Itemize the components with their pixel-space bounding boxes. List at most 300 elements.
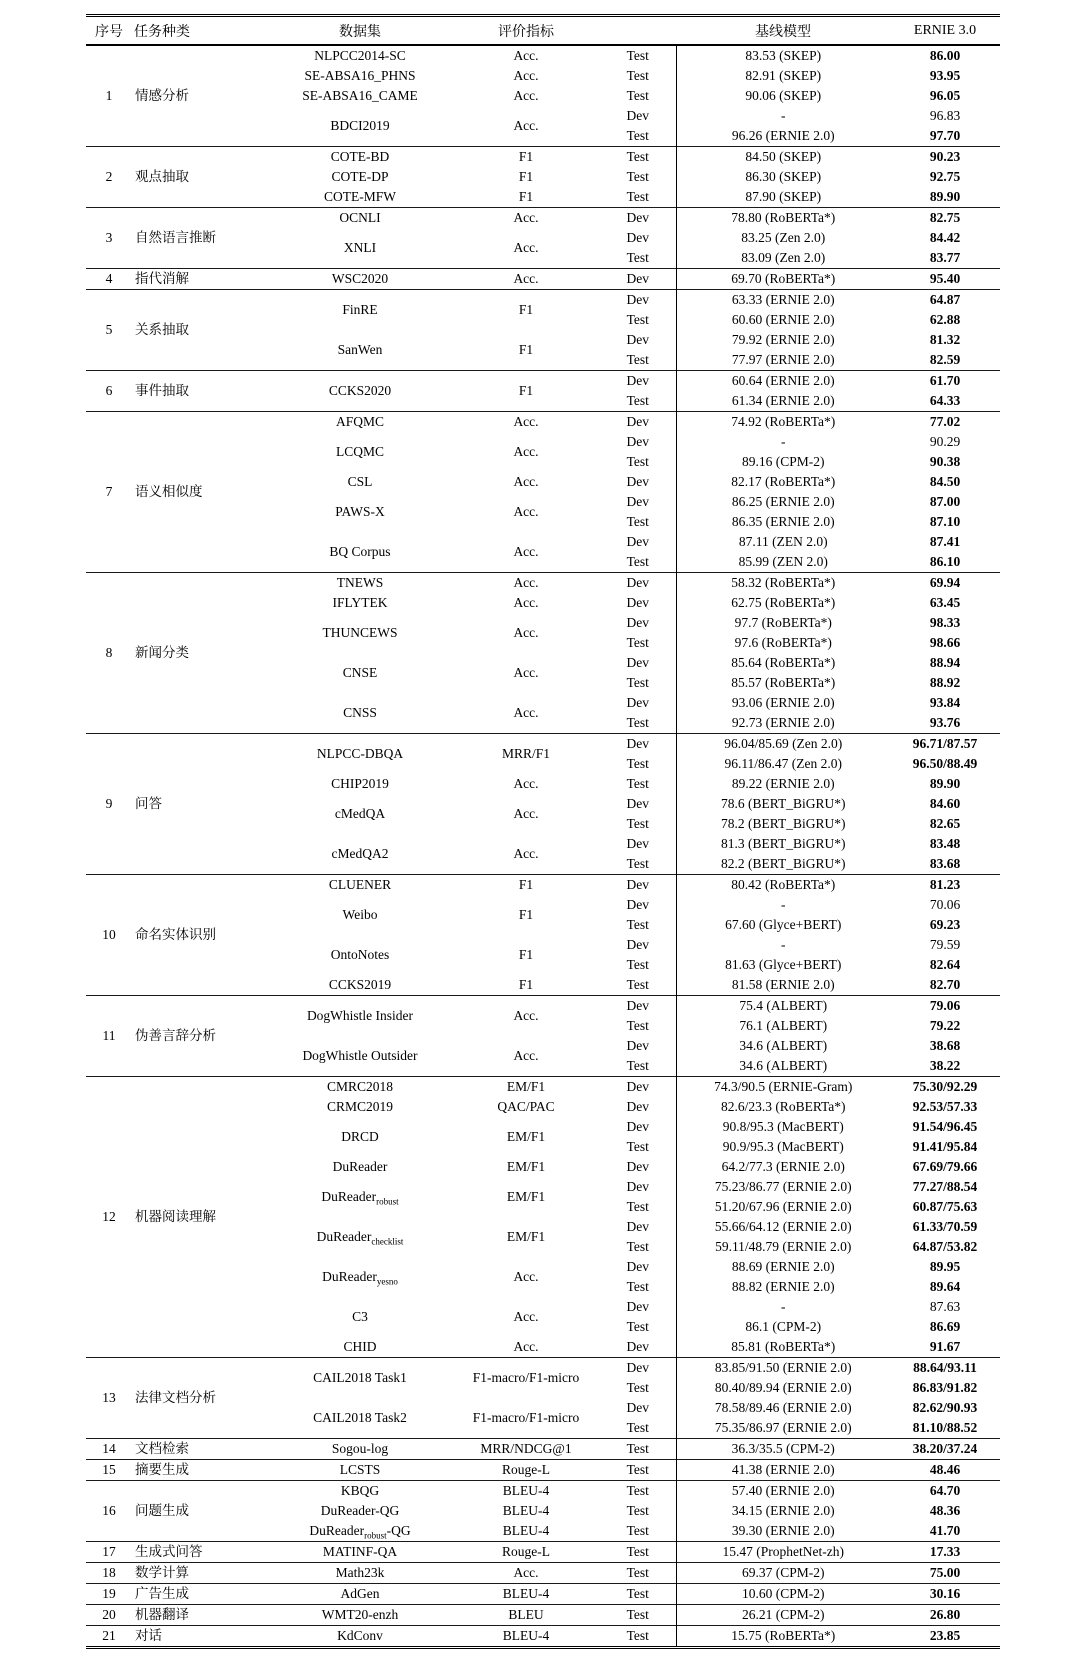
- ernie-score-cell: 92.75: [929, 168, 961, 184]
- split-cell: Test: [626, 1318, 649, 1334]
- ernie-score-cell: 96.05: [929, 87, 961, 103]
- baseline-score-cell: 92.73 (ERNIE 2.0): [676, 713, 890, 734]
- dataset-cell: SE-ABSA16_PHNS: [304, 67, 416, 83]
- table-row: [86, 1358, 1000, 1379]
- table-row: [86, 1626, 1000, 1648]
- split-cell: Dev: [626, 1218, 649, 1234]
- baseline-score-cell: 90.8/95.3 (MacBERT): [676, 1117, 890, 1137]
- metric-cell: F1: [518, 341, 534, 357]
- baseline-score-cell: 80.40/89.94 (ERNIE 2.0): [676, 1378, 890, 1398]
- metric-cell: QAC/PAC: [497, 1098, 555, 1114]
- split-cell: Dev: [626, 1118, 649, 1134]
- metric-cell: EM/F1: [506, 1128, 546, 1144]
- task-cell: 机器翻译: [132, 1605, 268, 1626]
- baseline-score-cell: 79.92 (ERNIE 2.0): [676, 330, 890, 350]
- split-cell: Test: [626, 1198, 649, 1214]
- dataset-cell: SE-ABSA16_CAME: [302, 87, 418, 103]
- split-cell: Test: [626, 47, 649, 63]
- ernie-score-cell: 86.00: [929, 47, 961, 63]
- ernie-score-cell: 86.83/91.82: [912, 1379, 978, 1395]
- baseline-score-cell: 96.11/86.47 (Zen 2.0): [676, 754, 890, 774]
- baseline-score-cell: 77.97 (ERNIE 2.0): [676, 350, 890, 371]
- dataset-cell: DuReader$_{robust}$: [321, 1188, 399, 1207]
- split-cell: Test: [626, 634, 649, 650]
- metric-cell: BLEU-4: [502, 1502, 550, 1518]
- metric-cell: F1: [518, 188, 534, 204]
- metric-cell: F1: [518, 946, 534, 962]
- metric-cell: BLEU: [452, 1605, 600, 1626]
- dataset-cell: AFQMC: [268, 412, 452, 433]
- metric-cell: F1: [518, 906, 534, 922]
- dataset-cell: TNEWS: [268, 573, 452, 594]
- baseline-score-cell: 86.30 (SKEP): [676, 167, 890, 187]
- ernie-score-cell: 77.02: [890, 412, 1000, 433]
- row-number-cell: 15: [86, 1460, 132, 1481]
- dataset-cell: CMRC2018: [268, 1077, 452, 1098]
- ernie-score-cell: 75.00: [890, 1563, 1000, 1584]
- task-cell: 自然语言推断: [132, 208, 268, 269]
- ernie-score-cell: 23.85: [890, 1626, 1000, 1648]
- split-cell: Test: [626, 1522, 649, 1538]
- metric-cell: BLEU-4: [502, 1522, 550, 1538]
- split-cell: Test: [600, 1439, 676, 1460]
- row-number-cell: 8: [86, 573, 132, 734]
- metric-cell: Acc.: [513, 594, 539, 610]
- metric-cell: F1: [518, 976, 534, 992]
- split-cell: Dev: [600, 996, 676, 1017]
- split-cell: Test: [600, 147, 676, 168]
- row-number-cell: 14: [86, 1439, 132, 1460]
- metric-cell: Acc.: [452, 269, 600, 290]
- task-cell: 情感分析: [135, 87, 189, 103]
- split-cell: Test: [600, 1605, 676, 1626]
- task-cell: 伪善言辞分析: [132, 996, 268, 1077]
- baseline-score-cell: 60.60 (ERNIE 2.0): [676, 310, 890, 330]
- split-cell: Dev: [600, 875, 676, 896]
- row-number-cell: 3: [86, 208, 132, 269]
- metric-cell: Acc.: [513, 543, 539, 559]
- table-row: [86, 412, 1000, 433]
- dataset-cell: Sogou-log: [268, 1439, 452, 1460]
- header-row: [86, 16, 1000, 46]
- metric-cell: EM/F1: [506, 1188, 546, 1204]
- ernie-score-cell: 26.80: [890, 1605, 1000, 1626]
- table-row: [86, 1563, 1000, 1584]
- ernie-score-cell: 93.76: [929, 714, 961, 730]
- baseline-score-cell: 88.82 (ERNIE 2.0): [676, 1277, 890, 1297]
- ernie-score-cell: 77.27/88.54: [912, 1178, 978, 1194]
- ernie-score-cell: 64.87: [890, 290, 1000, 311]
- baseline-score-cell: -: [676, 935, 890, 955]
- split-cell: Test: [626, 188, 649, 204]
- split-cell: Test: [600, 1460, 676, 1481]
- table-body: [86, 45, 1000, 1648]
- table-row: [86, 573, 1000, 594]
- ernie-score-cell: 97.70: [929, 127, 961, 143]
- split-cell: Dev: [626, 1338, 649, 1354]
- metric-cell: Acc.: [513, 805, 539, 821]
- ernie-score-cell: 98.33: [929, 614, 961, 630]
- header-task: 任务种类: [132, 16, 268, 46]
- ernie-score-cell: 87.00: [929, 493, 961, 509]
- ernie-score-cell: 81.23: [890, 875, 1000, 896]
- row-number-cell: 10: [86, 875, 132, 996]
- header-dataset: 数据集: [268, 16, 452, 46]
- dataset-subscript: robust: [376, 1196, 399, 1207]
- metric-cell: Acc.: [452, 996, 600, 1037]
- ernie-score-cell: 41.70: [929, 1522, 961, 1538]
- dataset-cell: WMT20-enzh: [268, 1605, 452, 1626]
- split-cell: Dev: [626, 1037, 649, 1053]
- metric-cell: EM/F1: [506, 1158, 546, 1174]
- metric-cell: MRR/NDCG@1: [452, 1439, 600, 1460]
- table-row: [86, 875, 1000, 896]
- ernie-score-cell: 30.16: [890, 1584, 1000, 1605]
- split-cell: Dev: [626, 1178, 649, 1194]
- dataset-cell: CSL: [347, 473, 373, 489]
- baseline-score-cell: 82.6/23.3 (RoBERTa*): [676, 1097, 890, 1117]
- baseline-score-cell: 85.64 (RoBERTa*): [676, 653, 890, 673]
- baseline-score-cell: 60.64 (ERNIE 2.0): [676, 371, 890, 392]
- split-cell: Dev: [626, 594, 649, 610]
- baseline-score-cell: 85.57 (RoBERTa*): [676, 673, 890, 693]
- split-cell: Test: [626, 855, 649, 871]
- ernie-score-cell: 83.77: [929, 249, 961, 265]
- baseline-score-cell: 83.09 (Zen 2.0): [676, 248, 890, 269]
- dataset-cell: BDCI2019: [330, 117, 390, 133]
- split-cell: Test: [626, 392, 649, 408]
- ernie-score-cell: 75.30/92.29: [890, 1077, 1000, 1098]
- ernie-score-cell: 69.94: [890, 573, 1000, 594]
- table-row: [86, 371, 1000, 392]
- ernie-score-cell: 93.95: [929, 67, 961, 83]
- ernie-score-cell: 96.83: [929, 107, 961, 123]
- dataset-cell: CLUENER: [268, 875, 452, 896]
- split-cell: Test: [626, 127, 649, 143]
- dataset-cell: NLPCC2014-SC: [314, 47, 406, 63]
- table-row: [86, 1542, 1000, 1563]
- split-cell: Test: [600, 1542, 676, 1563]
- baseline-score-cell: 67.60 (Glyce+BERT): [676, 915, 890, 935]
- dataset-cell: CAIL2018 Task2: [313, 1409, 407, 1425]
- split-cell: Dev: [600, 1358, 676, 1379]
- task-cell: 新闻分类: [132, 573, 268, 734]
- baseline-score-cell: 96.04/85.69 (Zen 2.0): [676, 734, 890, 755]
- split-cell: Test: [626, 1419, 649, 1435]
- dataset-cell: IFLYTEK: [332, 594, 388, 610]
- dataset-subscript: checklist: [371, 1236, 404, 1247]
- metric-cell: Acc.: [513, 473, 539, 489]
- ernie-score-cell: 95.40: [890, 269, 1000, 290]
- split-cell: Test: [626, 1057, 649, 1073]
- baseline-score-cell: 89.22 (ERNIE 2.0): [676, 774, 890, 794]
- baseline-score-cell: 83.25 (Zen 2.0): [676, 228, 890, 248]
- dataset-cell: COTE-MFW: [324, 188, 396, 204]
- baseline-score-cell: 86.25 (ERNIE 2.0): [676, 492, 890, 512]
- row-number-cell: 4: [86, 269, 132, 290]
- baseline-score-cell: 82.2 (BERT_BiGRU*): [676, 854, 890, 875]
- baseline-score-cell: 89.16 (CPM-2): [676, 452, 890, 472]
- ernie-score-cell: 79.06: [890, 996, 1000, 1017]
- baseline-score-cell: 64.2/77.3 (ERNIE 2.0): [676, 1157, 890, 1177]
- split-cell: Dev: [626, 331, 649, 347]
- dataset-cell: CRMC2019: [326, 1098, 394, 1114]
- ernie-score-cell: 89.95: [929, 1258, 961, 1274]
- split-cell: Test: [626, 976, 649, 992]
- baseline-score-cell: 34.15 (ERNIE 2.0): [676, 1501, 890, 1521]
- ernie-score-cell: 64.33: [929, 392, 961, 408]
- metric-cell: Acc.: [513, 443, 539, 459]
- metric-cell: Acc.: [513, 624, 539, 640]
- task-cell: 指代消解: [132, 269, 268, 290]
- dataset-cell: KdConv: [268, 1626, 452, 1648]
- dataset-cell: LCQMC: [335, 443, 384, 459]
- split-cell: Test: [626, 1138, 649, 1154]
- dataset-cell: MATINF-QA: [268, 1542, 452, 1563]
- split-cell: Test: [626, 553, 649, 569]
- split-cell: Test: [626, 513, 649, 529]
- table-row: [86, 147, 1000, 168]
- split-cell: Test: [600, 1481, 676, 1502]
- dataset-cell: DuReader: [332, 1158, 388, 1174]
- ernie-score-cell: 96.71/87.57: [890, 734, 1000, 755]
- metric-cell: Acc.: [513, 664, 539, 680]
- table-row: [86, 734, 1000, 755]
- dataset-cell: OCNLI: [268, 208, 452, 229]
- header-split: [600, 16, 676, 46]
- baseline-score-cell: 75.35/86.97 (ERNIE 2.0): [676, 1418, 890, 1439]
- row-number-cell: 11: [86, 996, 132, 1077]
- split-cell: Test: [626, 815, 649, 831]
- split-cell: Dev: [626, 1098, 649, 1114]
- split-cell: Dev: [626, 533, 649, 549]
- split-cell: Dev: [600, 1077, 676, 1098]
- ernie-score-cell: 63.45: [929, 594, 961, 610]
- metric-cell: Acc.: [513, 87, 539, 103]
- baseline-score-cell: 62.75 (RoBERTa*): [676, 593, 890, 613]
- dataset-cell: DRCD: [341, 1128, 379, 1144]
- table-header: [86, 16, 1000, 46]
- dataset-cell: DuReader$_{robust}$-QG: [309, 1522, 411, 1541]
- metric-cell: Acc.: [452, 412, 600, 433]
- dataset-cell: COTE-BD: [268, 147, 452, 168]
- baseline-score-cell: 15.75 (RoBERTa*): [676, 1626, 890, 1648]
- split-cell: Dev: [626, 896, 649, 912]
- baseline-score-cell: 84.50 (SKEP): [676, 147, 890, 168]
- ernie-score-cell: 90.23: [890, 147, 1000, 168]
- baseline-score-cell: 87.90 (SKEP): [676, 187, 890, 208]
- baseline-score-cell: 34.6 (ALBERT): [676, 1056, 890, 1077]
- split-cell: Dev: [600, 208, 676, 229]
- baseline-score-cell: 41.38 (ERNIE 2.0): [676, 1460, 890, 1481]
- baseline-score-cell: -: [676, 432, 890, 452]
- header-ernie: ERNIE 3.0: [890, 16, 1000, 46]
- metric-cell: F1: [452, 147, 600, 168]
- baseline-score-cell: 87.11 (ZEN 2.0): [676, 532, 890, 552]
- table-row: [86, 1584, 1000, 1605]
- dataset-cell: CCKS2019: [328, 976, 392, 992]
- ernie-score-cell: 64.87/53.82: [912, 1238, 978, 1254]
- dataset-cell: XNLI: [343, 239, 377, 255]
- baseline-score-cell: 78.6 (BERT_BiGRU*): [676, 794, 890, 814]
- dataset-cell: CCKS2020: [268, 371, 452, 412]
- baseline-score-cell: 83.85/91.50 (ERNIE 2.0): [676, 1358, 890, 1379]
- metric-cell: BLEU-4: [452, 1481, 600, 1502]
- split-cell: Test: [626, 1017, 649, 1033]
- split-cell: Test: [626, 1379, 649, 1395]
- split-cell: Dev: [600, 412, 676, 433]
- metric-cell: Acc.: [513, 67, 539, 83]
- split-cell: Test: [626, 453, 649, 469]
- ernie-score-cell: 84.42: [929, 229, 961, 245]
- split-cell: Dev: [626, 936, 649, 952]
- ernie-score-cell: 87.10: [929, 513, 961, 529]
- dataset-cell: DuReader$_{checklist}$: [316, 1228, 404, 1247]
- ernie-score-cell: 81.32: [929, 331, 961, 347]
- split-cell: Dev: [626, 107, 649, 123]
- baseline-score-cell: 82.91 (SKEP): [676, 66, 890, 86]
- split-cell: Test: [626, 67, 649, 83]
- baseline-score-cell: 78.2 (BERT_BiGRU*): [676, 814, 890, 834]
- split-cell: Dev: [626, 433, 649, 449]
- baseline-score-cell: 15.47 (ProphetNet-zh): [676, 1542, 890, 1563]
- metric-cell: Acc.: [513, 704, 539, 720]
- split-cell: Dev: [626, 1399, 649, 1415]
- row-number-cell: 19: [86, 1584, 132, 1605]
- row-number-cell: 1: [105, 87, 113, 103]
- ernie-score-cell: 60.87/75.63: [912, 1198, 978, 1214]
- dataset-cell: AdGen: [268, 1584, 452, 1605]
- ernie-score-cell: 83.48: [929, 835, 961, 851]
- metric-cell: BLEU-4: [452, 1584, 600, 1605]
- metric-cell: Acc.: [513, 1308, 539, 1324]
- metric-cell: F1: [518, 168, 534, 184]
- header-no: 序号: [86, 16, 132, 46]
- ernie-score-cell: 61.33/70.59: [912, 1218, 978, 1234]
- header-baseline: 基线模型: [676, 16, 890, 46]
- baseline-score-cell: 74.3/90.5 (ERNIE-Gram): [676, 1077, 890, 1098]
- metric-cell: EM/F1: [506, 1228, 546, 1244]
- split-cell: Dev: [626, 229, 649, 245]
- split-cell: Dev: [600, 573, 676, 594]
- dataset-cell: cMedQA: [334, 805, 386, 821]
- ernie-score-cell: 82.59: [929, 351, 961, 367]
- task-cell: 机器阅读理解: [132, 1077, 268, 1358]
- split-cell: Test: [626, 1238, 649, 1254]
- ernie-score-cell: 88.92: [929, 674, 961, 690]
- task-cell: 观点抽取: [132, 147, 268, 208]
- split-cell: Test: [626, 916, 649, 932]
- dataset-cell: SanWen: [337, 341, 383, 357]
- ernie-score-cell: 88.64/93.11: [890, 1358, 1000, 1379]
- row-number-cell: 9: [86, 734, 132, 875]
- ernie-score-cell: 91.54/96.45: [912, 1118, 978, 1134]
- baseline-score-cell: 93.06 (ERNIE 2.0): [676, 693, 890, 713]
- baseline-score-cell: 61.34 (ERNIE 2.0): [676, 391, 890, 412]
- ernie-score-cell: 86.10: [929, 553, 961, 569]
- ernie-score-cell: 48.46: [890, 1460, 1000, 1481]
- dataset-subscript: yesno: [376, 1276, 398, 1287]
- ernie-score-cell: 96.50/88.49: [912, 755, 978, 771]
- ernie-score-cell: 67.69/79.66: [912, 1158, 978, 1174]
- metric-cell: F1: [452, 290, 600, 331]
- task-cell: 法律文档分析: [132, 1358, 268, 1439]
- baseline-score-cell: 78.58/89.46 (ERNIE 2.0): [676, 1398, 890, 1418]
- ernie-score-cell: 87.63: [929, 1298, 961, 1314]
- baseline-score-cell: 78.80 (RoBERTa*): [676, 208, 890, 229]
- split-cell: Dev: [626, 835, 649, 851]
- metric-cell: Acc.: [513, 117, 539, 133]
- task-cell: 关系抽取: [132, 290, 268, 371]
- ernie-score-cell: 91.67: [929, 1338, 961, 1354]
- table-row: [86, 45, 1000, 66]
- row-number-cell: 7: [86, 412, 132, 573]
- split-cell: Test: [626, 714, 649, 730]
- split-cell: Dev: [626, 614, 649, 630]
- split-cell: Test: [600, 1563, 676, 1584]
- row-number-cell: 17: [86, 1542, 132, 1563]
- baseline-score-cell: 82.17 (RoBERTa*): [676, 472, 890, 492]
- baseline-score-cell: 90.9/95.3 (MacBERT): [676, 1137, 890, 1157]
- ernie-score-cell: 84.60: [929, 795, 961, 811]
- split-cell: Test: [626, 755, 649, 771]
- split-cell: Test: [626, 311, 649, 327]
- baseline-score-cell: 81.3 (BERT_BiGRU*): [676, 834, 890, 854]
- ernie-score-cell: 69.23: [929, 916, 961, 932]
- dataset-subscript: robust: [364, 1530, 387, 1541]
- ernie-score-cell: 90.38: [929, 453, 961, 469]
- row-number-cell: 16: [86, 1481, 132, 1542]
- dataset-cell: KBQG: [268, 1481, 452, 1502]
- metric-cell: F1-macro/F1-micro: [472, 1409, 580, 1425]
- baseline-score-cell: 76.1 (ALBERT): [676, 1016, 890, 1036]
- ernie-score-cell: 88.94: [929, 654, 961, 670]
- dataset-cell: CHIP2019: [331, 775, 389, 791]
- task-cell: 对话: [132, 1626, 268, 1648]
- ernie-score-cell: 91.41/95.84: [912, 1138, 978, 1154]
- task-cell: 数学计算: [132, 1563, 268, 1584]
- split-cell: Dev: [626, 493, 649, 509]
- task-cell: 事件抽取: [132, 371, 268, 412]
- ernie-score-cell: 83.68: [929, 855, 961, 871]
- dataset-cell: DogWhistle Insider: [268, 996, 452, 1037]
- ernie-score-cell: 82.65: [929, 815, 961, 831]
- dataset-cell: CAIL2018 Task1: [268, 1358, 452, 1399]
- row-number-cell: 5: [86, 290, 132, 371]
- split-cell: Test: [626, 1502, 649, 1518]
- metric-cell: Acc.: [513, 1268, 539, 1284]
- baseline-score-cell: 83.53 (SKEP): [676, 45, 890, 66]
- metric-cell: Acc.: [452, 573, 600, 594]
- split-cell: Test: [626, 775, 649, 791]
- row-number-cell: 6: [86, 371, 132, 412]
- ernie-score-cell: 61.70: [890, 371, 1000, 392]
- task-cell: 摘要生成: [132, 1460, 268, 1481]
- baseline-score-cell: 69.70 (RoBERTa*): [676, 269, 890, 290]
- row-number-cell: 2: [86, 147, 132, 208]
- task-cell: 文档检索: [132, 1439, 268, 1460]
- baseline-score-cell: 51.20/67.96 (ERNIE 2.0): [676, 1197, 890, 1217]
- ernie-score-cell: 87.41: [929, 533, 961, 549]
- metric-cell: Acc.: [513, 47, 539, 63]
- ernie-score-cell: 92.53/57.33: [912, 1098, 978, 1114]
- dataset-cell: PAWS-X: [335, 503, 385, 519]
- ernie-score-cell: 79.59: [929, 936, 961, 952]
- dataset-cell: THUNCEWS: [322, 624, 398, 640]
- baseline-score-cell: 63.33 (ERNIE 2.0): [676, 290, 890, 311]
- dataset-cell: cMedQA2: [331, 845, 389, 861]
- split-cell: Dev: [626, 1258, 649, 1274]
